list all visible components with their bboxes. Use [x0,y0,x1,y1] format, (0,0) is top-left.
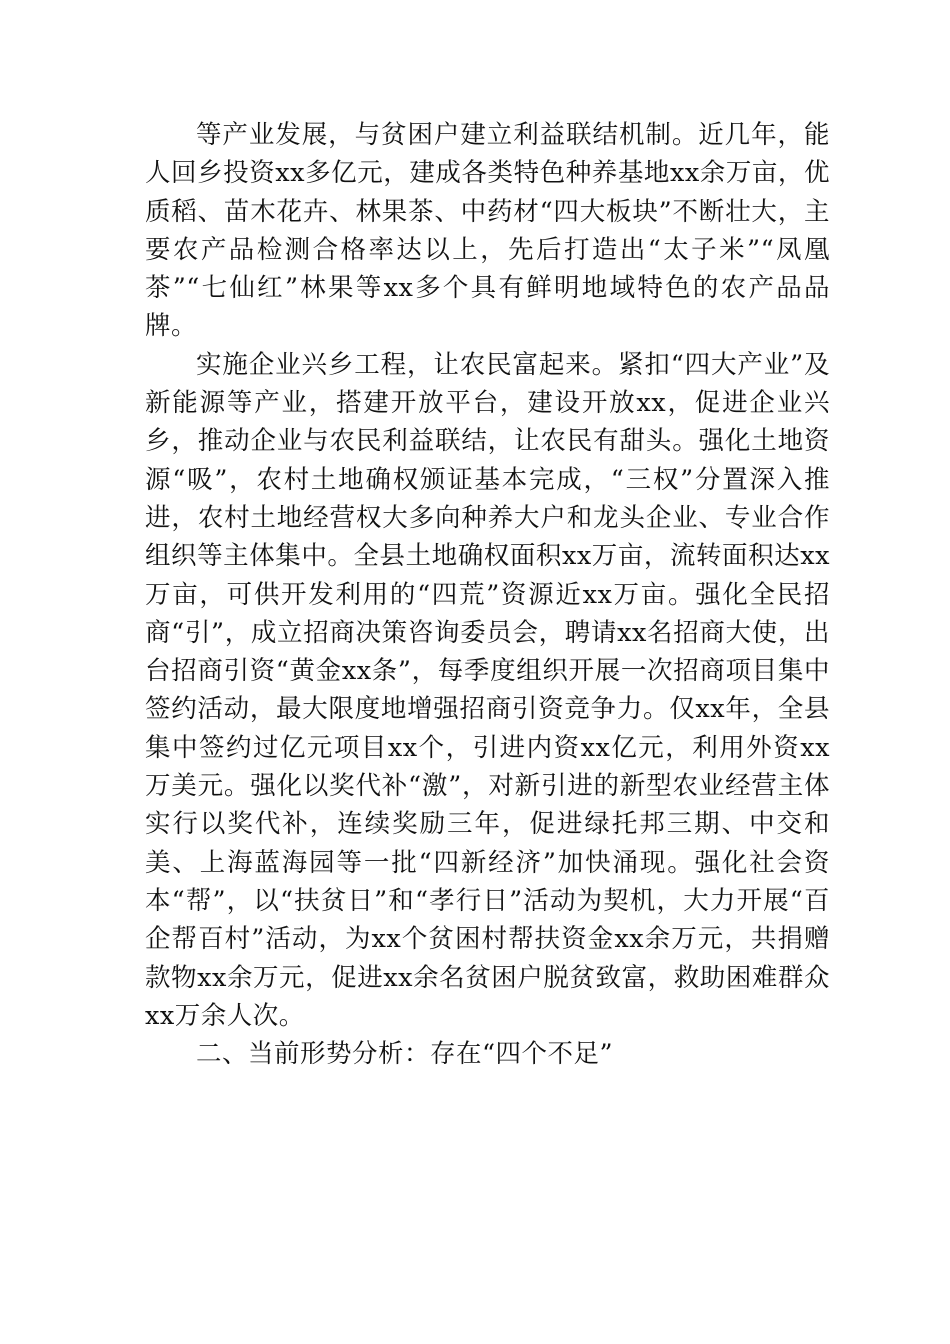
paragraph-enterprise-village-project: 实施企业兴乡工程，让农民富起来。紧扣“四大产业”及新能源等产业，搭建开放平台，建设开放xx，促进企业兴乡，推动企业与农民利益联结，让农民有甜头。强化土地资源“吸”，农村土地确权颁证基本完成，“三权”分置深入推进，农村土地经营权大多向种养大户和龙头企业、专业合作组织等主体集中。全县土地确权面积xx万亩，流转面积达xx万亩，可供开发利用的“四荒”资源近xx万亩。强化全民招商“引”，成立招商决策咨询委员会，聘请xx名招商大使，出台招商引资“黄金xx条”，每季度组织开展一次招商项目集中签约活动，最大限度地增强招商引资竞争力。仅xx年，全县集中签约过亿元项目xx个，引进内资xx亿元，利用外资xx万美元。强化以奖代补“激”，对新引进的新型农业经营主体实行以奖代补，连续奖励三年，促进绿托邦三期、中交和美、上海蓝海园等一批“四新经济”加快涌现。强化社会资本“帮”，以“扶贫日”和“孝行日”活动为契机，大力开展“百企帮百村”活动，为xx个贫困村帮扶资金xx余万元，共捐赠款物xx余万元，促进xx余名贫困户脱贫致富，救助困难群众xx万余人次。 [145,349,830,1031]
section-heading: 二、当前形势分析：存在“四个不足” [196,1039,614,1070]
paragraph-industry-development: 等产业发展，与贫困户建立利益联结机制。近几年，能人回乡投资xx多亿元，建成各类特色种养基地xx余万亩，优质稻、苗木花卉、林果茶、中药材“四大板块”不断壮大，主要农产品检测合格率达以上，先后打造出“太子米”“凤凰茶”“七仙红”林果等xx多个具有鲜明地域特色的农产品品牌。 [145,120,830,342]
document-body [145,116,830,1073]
